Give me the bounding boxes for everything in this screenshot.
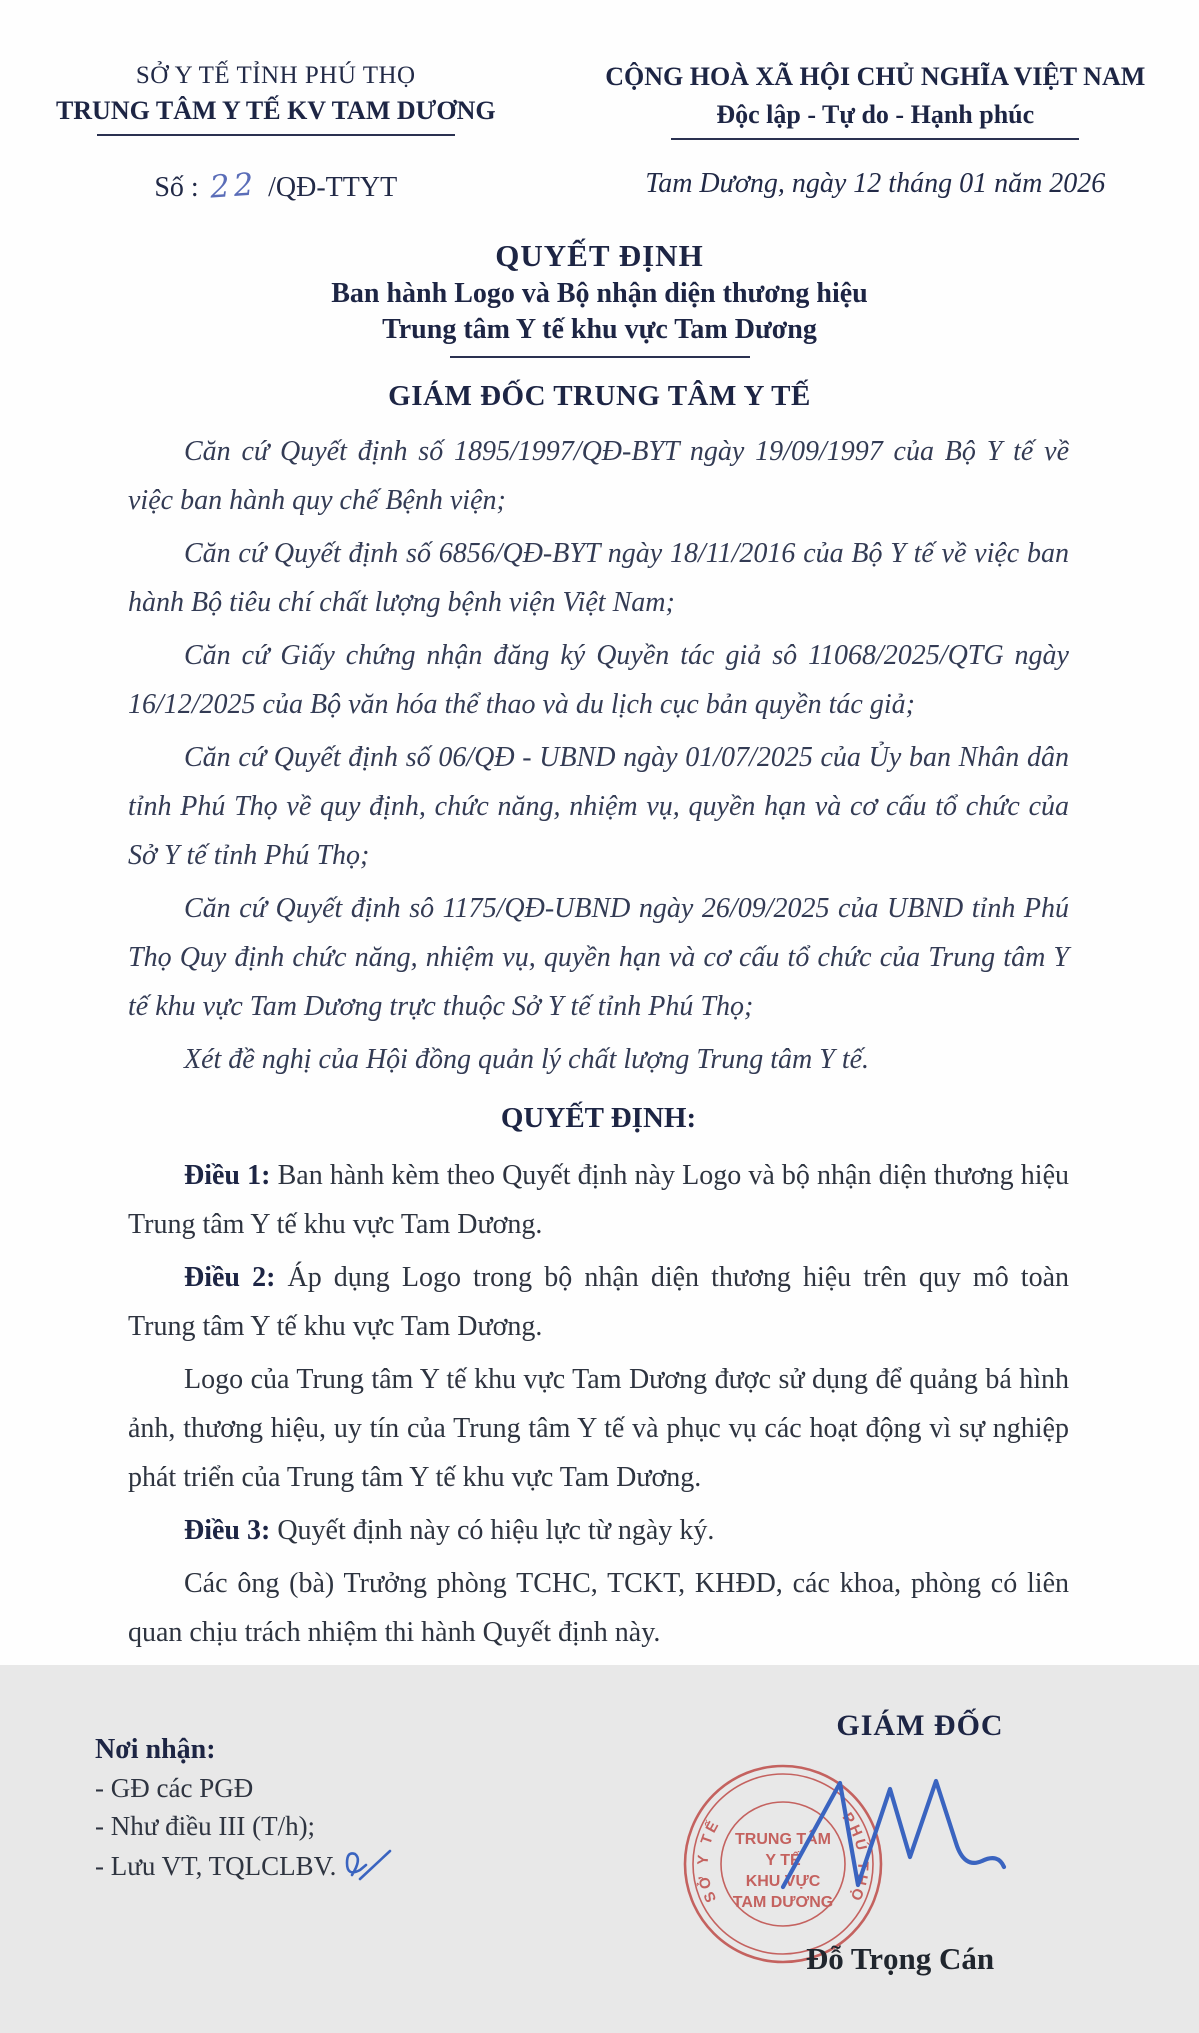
- legal-basis-paragraph: Căn cứ Giấy chứng nhận đăng ký Quyền tác giả sô 11068/2025/QTG ngày 16/12/2025 của Bộ văn hóa thể thao và du lịch cục bản quyền tác giả;: [128, 640, 1069, 720]
- article-1-text: Ban hành kèm theo Quyết định này Logo và bộ nhận diện thương hiệu Trung tâm Y tế khu vực Tam Dương.: [128, 1160, 1070, 1240]
- stamp-ring-text-right: PHÚ THỌ: [838, 1809, 872, 1906]
- implementation-paragraph: Các ông (bà) Trưởng phòng TCHC, TCKT, KHĐD, các khoa, phòng có liên quan chịu trách nhiệm thi hành Quyết định này.: [128, 1568, 1069, 1648]
- proposal-paragraph: Xét đề nghị của Hội đồng quản lý chất lượng Trung tâm Y tế.: [184, 1044, 870, 1075]
- legal-basis-paragraph: Căn cứ Quyết định số 6856/QĐ-BYT ngày 18/11/2016 của Bộ Y tế về việc ban hành Bộ tiêu chí chất lượng bệnh viện Việt Nam;: [128, 538, 1069, 618]
- legal-basis-paragraph: Căn cứ Quyết định số 06/QĐ - UBND ngày 01/07/2025 của Ủy ban Nhân dân tỉnh Phú Thọ về quy định, chức năng, nhiệm vụ, quyền hạn và cơ cấu tổ chức của Sở Y tế tỉnh Phú Thọ;: [128, 742, 1069, 871]
- parent-org-name: SỞ Y TẾ TỈNH PHÚ THỌ: [135, 62, 416, 89]
- article-3-label: Điều 3:: [184, 1515, 271, 1546]
- issuing-org-block: [0, 62, 552, 140]
- title-block: [0, 238, 1199, 413]
- legal-basis-section: [128, 427, 1069, 1084]
- reference-row: [0, 168, 1199, 204]
- recipients-block: [95, 1731, 394, 1885]
- place-date-line: Tam Dương, ngày 12 tháng 01 năm 2026: [645, 168, 1106, 199]
- number-suffix: /QĐ-TTYT: [268, 172, 398, 203]
- handwritten-number: 22: [208, 166, 259, 206]
- issuing-authority-title: GIÁM ĐỐC TRUNG TÂM Y TẾ: [388, 380, 811, 412]
- article-3-text: Quyết định này có hiệu lực từ ngày ký.: [277, 1515, 715, 1546]
- clerk-initial-scribble: [342, 1845, 394, 1885]
- stamp-center-line3: KHU VỰC: [745, 1873, 821, 1890]
- director-signature: [778, 1765, 1028, 1905]
- article-2: [128, 1253, 1069, 1351]
- signer-name: Đỗ Trọng Cán: [805, 1941, 995, 1976]
- legal-basis-paragraph: Căn cứ Quyết định sô 1175/QĐ-UBND ngày 26/09/2025 của UBND tỉnh Phú Thọ Quy định chức năng, nhiệm vụ, quyền hạn và cơ cấu tổ chức của Trung tâm Y tế khu vực Tam Dương trực thuộc Sở Y tế tỉnh Phú Thọ;: [128, 893, 1069, 1022]
- article-1: [128, 1151, 1069, 1249]
- article-3: [128, 1506, 1069, 1555]
- decision-heading: QUYẾT ĐỊNH:: [500, 1102, 697, 1134]
- document-body: [128, 427, 1069, 1657]
- stamp-center-line1: TRUNG TÂM: [735, 1831, 831, 1848]
- article-1-label: Điều 1:: [184, 1160, 271, 1191]
- signature-block: [680, 1703, 1120, 2033]
- national-title: CỘNG HOÀ XÃ HỘI CHỦ NGHĨA VIỆT NAM: [605, 62, 1146, 91]
- recipient-item: - GĐ các PGĐ: [95, 1773, 254, 1803]
- recipient-item: - Như điều III (T/h);: [95, 1811, 316, 1841]
- recipient-item-text: - Lưu VT, TQLCLBV.: [95, 1851, 337, 1881]
- national-motto-block: [552, 62, 1199, 140]
- articles-section: [128, 1151, 1069, 1657]
- motto-divider: [671, 138, 1079, 140]
- recipients-label: Nơi nhận:: [95, 1734, 216, 1765]
- legal-basis-paragraph: Căn cứ Quyết định số 1895/1997/QĐ-BYT ngày 19/09/1997 của Bộ Y tế về việc ban hành quy chế Bệnh viện;: [128, 436, 1069, 516]
- org-divider: [97, 134, 455, 136]
- number-label: Số :: [154, 172, 199, 203]
- document-subject-line2: Trung tâm Y tế khu vực Tam Dương: [382, 314, 817, 345]
- document-type-title: QUYẾT ĐỊNH: [495, 238, 704, 273]
- signer-title: GIÁM ĐỐC: [836, 1709, 1004, 1742]
- document-number: [0, 168, 552, 204]
- stamp-center-line4: TAM DƯƠNG: [732, 1894, 834, 1911]
- document-footer: [0, 1703, 1199, 2033]
- document-header: [0, 0, 1199, 140]
- logo-usage-paragraph: Logo của Trung tâm Y tế khu vực Tam Dương được sử dụng để quảng bá hình ảnh, thương hiệu, uy tín của Trung tâm Y tế và phục vụ các hoạt động vì sự nghiệp phát triển của Trung tâm Y tế khu vực Tam Dương.: [128, 1364, 1069, 1493]
- article-2-label: Điều 2:: [184, 1262, 276, 1293]
- issuing-org-name: TRUNG TÂM Y TẾ KV TAM DƯƠNG: [55, 96, 496, 125]
- national-motto: Độc lập - Tự do - Hạnh phúc: [716, 100, 1035, 129]
- stamp-center-line2: Y TẾ: [765, 1852, 801, 1869]
- title-divider: [450, 356, 750, 358]
- document-subject-line1: Ban hành Logo và Bộ nhận diện thương hiệu: [331, 278, 868, 309]
- article-2-text: Áp dụng Logo trong bộ nhận diện thương hiệu trên quy mô toàn Trung tâm Y tế khu vực Tam Dương.: [128, 1262, 1069, 1342]
- recipient-item: [95, 1845, 394, 1885]
- stamp-ring-text-left: SỞ Y TẾ: [694, 1816, 724, 1905]
